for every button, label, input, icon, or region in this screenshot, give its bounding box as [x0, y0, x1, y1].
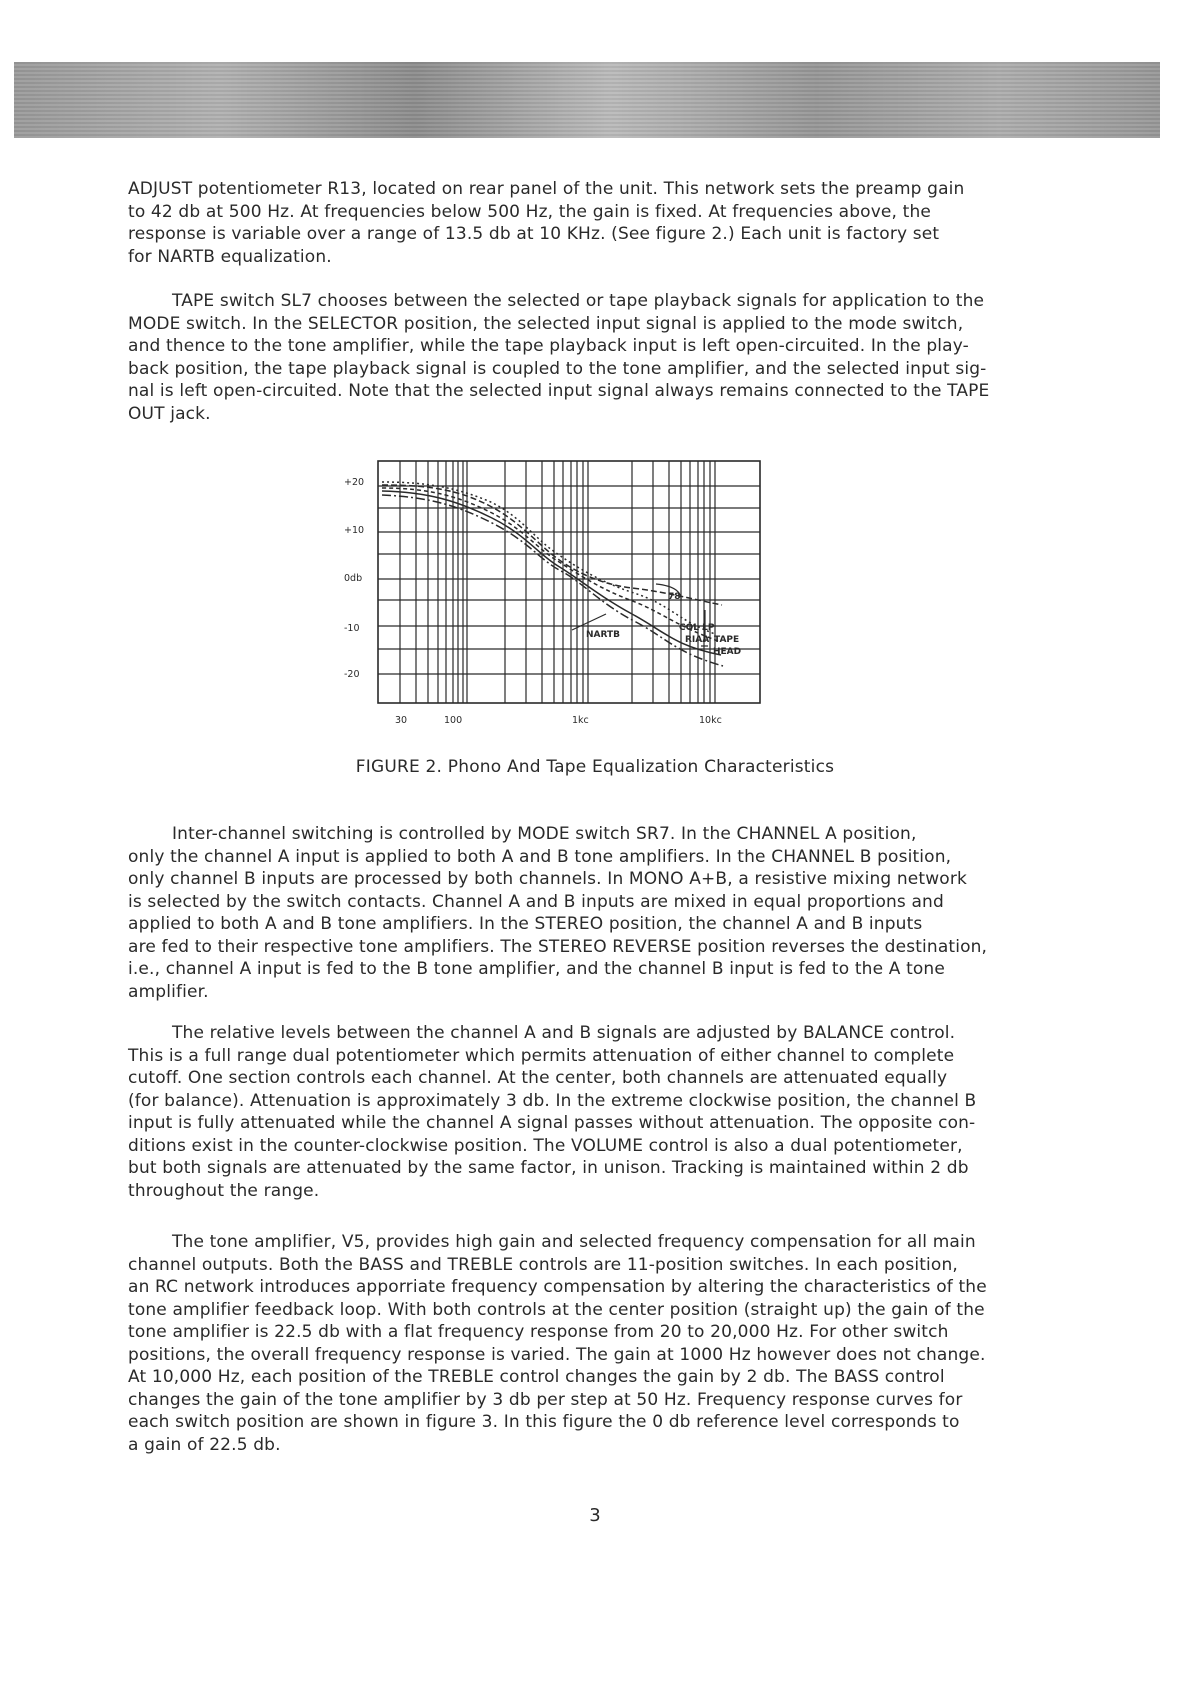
text-line: nal is left open-circuited. Note that the selected input signal always remains connected to the TAPE — [128, 381, 990, 401]
text-line: throughout the range. — [128, 1180, 320, 1201]
text-line: each switch position are shown in figure 3. In this figure the 0 db reference level corresponds to — [128, 1412, 960, 1432]
label-head: HEAD — [713, 647, 742, 657]
curve-labels — [586, 592, 741, 657]
curve-col-lp — [382, 488, 718, 641]
text-line: (for balance). Attenuation is approximately 3 db. In the extreme clockwise position, the channel B — [128, 1090, 977, 1111]
label-col-lp: COL LP — [679, 623, 715, 633]
label-tape: TAPE — [714, 635, 740, 645]
text-line: TAPE switch SL7 chooses between the selected or tape playback signals for application to the — [172, 291, 985, 311]
text-line: is selected by the switch contacts. Channel A and B inputs are mixed in equal proportions and — [128, 891, 944, 912]
axis-labels — [344, 477, 722, 726]
y-label-0db: 0db — [344, 573, 363, 584]
text-line: MODE switch. In the SELECTOR position, the selected input signal is applied to the mode switch, — [128, 313, 964, 334]
text-line: back position, the tape playback signal is coupled to the tone amplifier, and the selected input sig- — [128, 358, 987, 379]
equalization-curves — [382, 482, 723, 666]
text-line: only the channel A input is applied to both A and B tone amplifiers. In the CHANNEL B position, — [128, 846, 952, 867]
label-riaa: RIAA — [685, 635, 710, 645]
paragraph-mode-switch — [128, 823, 1058, 1003]
curve-tape-head — [382, 482, 715, 634]
text-line: positions, the overall frequency response is varied. The gain at 1000 Hz however does not change. — [128, 1344, 986, 1365]
x-label-100: 100 — [444, 715, 463, 726]
curve-nartb — [382, 495, 723, 666]
y-label-minus-20: -20 — [344, 669, 360, 680]
paragraph-adjust — [128, 178, 1058, 268]
x-label-30: 30 — [395, 715, 408, 726]
text-line: The relative levels between the channel A and B signals are adjusted by BALANCE control. — [172, 1023, 956, 1043]
text-line: and thence to the tone amplifier, while the tape playback input is left open-circuited. In the play- — [128, 336, 969, 356]
label-nartb: NARTB — [586, 630, 621, 640]
text-line: At 10,000 Hz, each position of the TREBLE control changes the gain by 2 db. The BASS control — [128, 1367, 945, 1387]
text-line: but both signals are attenuated by the same factor, in unison. Tracking is maintained within 2 db — [128, 1158, 969, 1178]
label-78: 78 — [668, 592, 681, 602]
y-label-plus-20: +20 — [344, 477, 365, 488]
text-line: for NARTB equalization. — [128, 246, 332, 267]
figure-caption: FIGURE 2. Phono And Tape Equalization Characteristics — [355, 757, 835, 777]
curve-riaa — [382, 491, 721, 655]
y-label-minus-10: -10 — [344, 623, 360, 634]
text-line: The tone amplifier, V5, provides high gain and selected frequency compensation for all main — [172, 1232, 976, 1252]
text-line: response is variable over a range of 13.5 db at 10 KHz. (See figure 2.) Each unit is factory set — [128, 224, 940, 244]
text-line: tone amplifier feedback loop. With both controls at the center position (straight up) the gain of the — [128, 1299, 985, 1320]
equalization-chart — [340, 460, 800, 735]
text-line: amplifier. — [128, 981, 209, 1002]
x-label-10kc: 10kc — [699, 715, 722, 726]
text-line: a gain of 22.5 db. — [128, 1434, 281, 1455]
page-number: 3 — [589, 1505, 601, 1526]
x-label-1kc: 1kc — [572, 715, 589, 726]
text-line: This is a full range dual potentiometer which permits attenuation of either channel to complete — [128, 1045, 955, 1066]
text-line: ADJUST potentiometer R13, located on rear panel of the unit. This network sets the preamp gain — [128, 179, 965, 199]
figure-2 — [340, 460, 800, 735]
text-line: an RC network introduces apporriate frequency compensation by altering the characteristics of the — [128, 1277, 987, 1297]
top-scan-band — [14, 62, 1160, 138]
text-line: applied to both A and B tone amplifiers. In the STEREO position, the channel A and B inputs — [128, 914, 923, 934]
text-line: tone amplifier is 22.5 db with a flat frequency response from 20 to 20,000 Hz. For other switch — [128, 1322, 949, 1342]
text-line: channel outputs. Both the BASS and TREBLE controls are 11-position switches. In each position, — [128, 1254, 958, 1275]
text-line: input is fully attenuated while the channel A signal passes without attenuation. The opposite con- — [128, 1113, 976, 1133]
y-label-plus-10: +10 — [344, 525, 365, 536]
paragraph-tape-switch — [128, 290, 1058, 425]
text-line: i.e., channel A input is fed to the B tone amplifier, and the channel B input is fed to the A tone — [128, 959, 945, 979]
text-line: Inter-channel switching is controlled by MODE switch SR7. In the CHANNEL A position, — [172, 824, 917, 844]
paragraph-balance — [128, 1022, 1058, 1202]
text-line: OUT jack. — [128, 403, 211, 424]
text-line: cutoff. One section controls each channel. At the center, both channels are attenuated equally — [128, 1068, 948, 1088]
text-line: are fed to their respective tone amplifiers. The STEREO REVERSE position reverses the destination, — [128, 936, 988, 957]
text-line: ditions exist in the counter-clockwise position. The VOLUME control is also a dual potentiometer, — [128, 1135, 963, 1156]
text-line: changes the gain of the tone amplifier by 3 db per step at 50 Hz. Frequency response curves for — [128, 1389, 963, 1410]
text-line: only channel B inputs are processed by both channels. In MONO A+B, a resistive mixing network — [128, 869, 967, 889]
paragraph-tone-amplifier — [128, 1231, 1058, 1456]
text-line: to 42 db at 500 Hz. At frequencies below 500 Hz, the gain is fixed. At frequencies above, the — [128, 201, 931, 222]
